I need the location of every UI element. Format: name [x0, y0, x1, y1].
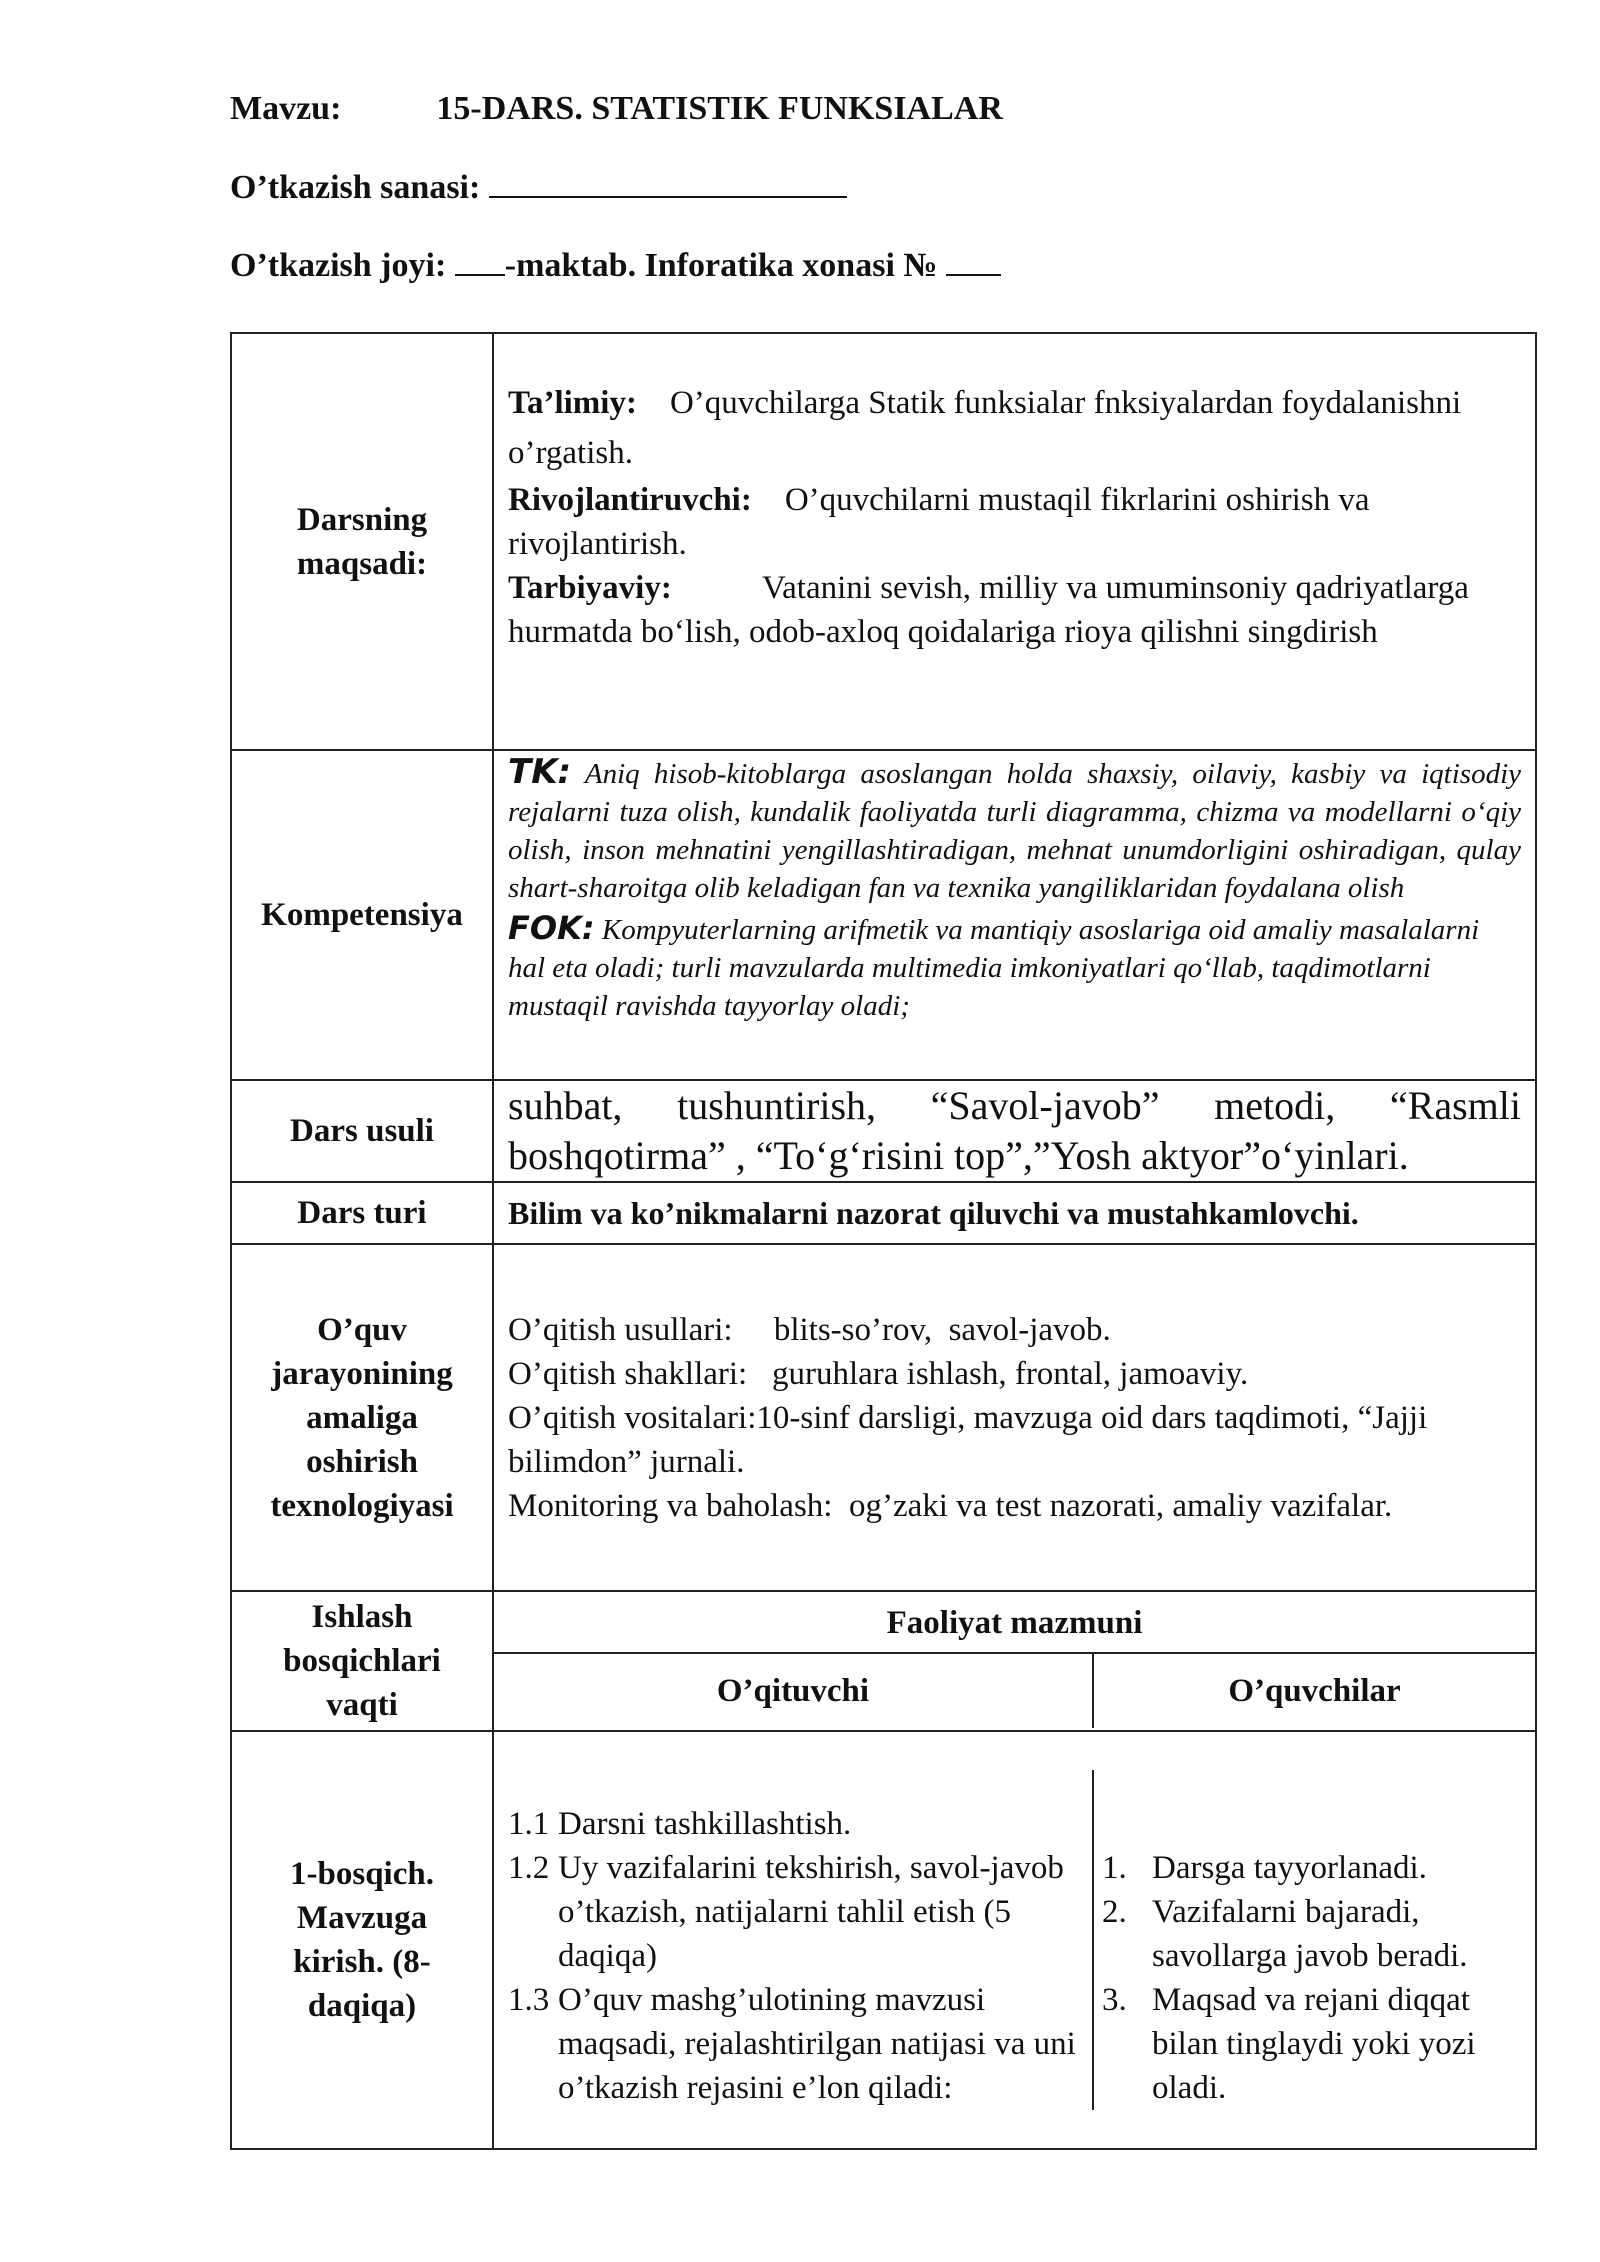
school-number-blank — [455, 246, 505, 276]
competence-row — [231, 750, 1536, 1080]
stage-time-label: Ishlash bosqichlari vaqti — [231, 1591, 493, 1731]
teacher-step-text: Darsni tashkillashtish. — [558, 1806, 852, 1842]
technology-tools: O’qitish vositalari:10-sinf darsligi, mavzuga oid dars taqdimoti, “Jajji bilimdon” jurnali. — [508, 1399, 1428, 1480]
type-label: Dars turi — [231, 1182, 493, 1244]
developmental-label: Rivojlantiruvchi: — [508, 482, 752, 518]
topic-title: 15-DARS. STATISTIK FUNKSIALAR — [436, 90, 1003, 127]
place-line — [230, 246, 1001, 285]
method-line-2: boshqotirma” , “To‘g‘risini top”,”Yosh aktyor”o‘yinlari. — [508, 1133, 1409, 1178]
method-line-1: suhbat, tushuntirish, “Savol-javob” metodi, “Rasmli — [508, 1083, 1521, 1128]
student-step-item — [1102, 1846, 1521, 1890]
topic-label: Mavzu: — [230, 90, 342, 127]
teacher-step-item — [508, 1846, 1082, 1978]
competence-content — [493, 750, 1536, 1080]
stage-1-row — [231, 1731, 1536, 2149]
method-label: Dars usuli — [231, 1080, 493, 1182]
students-column-header: O’quvchilar — [1228, 1672, 1401, 1709]
technology-forms: O’qitish shakllari: guruhlara ishlash, frontal, jamoaviy. — [508, 1355, 1249, 1392]
student-step-number: 3. — [1102, 1982, 1127, 2018]
teacher-column-header: O’qituvchi — [494, 1653, 1093, 1728]
fok-label: FOK: — [508, 909, 595, 947]
activity-header-row — [231, 1591, 1536, 1731]
topic-line — [230, 90, 1003, 128]
teacher-step-text: O’quv mashg’ulotining mavzusi maqsadi, rejalashtirilgan natijasi va uni o’tkazish rejasini e’lon qiladi: — [558, 1982, 1076, 2106]
student-steps — [1102, 1846, 1521, 2110]
upbringing-text: Vatanini sevish, milliy va umuminsoniy qadriyatlarga hurmatda bo‘lish, odob-axloq qoidalariga rioya qilishni singdirish — [508, 570, 1469, 650]
teacher-step-text: Uy vazifalarini tekshirish, savol-javob o’tkazish, natijalarni tahlil etish (5 daqiqa) — [558, 1850, 1064, 1974]
stage-1-students — [1093, 1770, 1535, 2110]
student-step-text: Vazifalarni bajaradi, savollarga javob beradi. — [1152, 1894, 1468, 1974]
technology-row — [231, 1244, 1536, 1591]
upbringing-label: Tarbiyaviy: — [508, 570, 672, 606]
type-text: Bilim va ko’nikmalarni nazorat qiluvchi va mustahkamlovchi. — [493, 1182, 1536, 1244]
place-label: O’tkazish joyi: — [230, 247, 447, 284]
method-content — [493, 1080, 1536, 1182]
technology-monitoring: Monitoring va baholash: og’zaki va test nazorati, amaliy vazifalar. — [508, 1487, 1393, 1524]
stage-1-table — [494, 1770, 1535, 2110]
room-number-blank — [946, 246, 1001, 276]
activity-header — [493, 1591, 1536, 1731]
student-step-number: 1. — [1102, 1850, 1127, 1886]
place-text: -maktab. Inforatika xonasi № — [504, 247, 938, 284]
goal-label: Darsning maqsadi: — [231, 333, 493, 750]
developmental-goal — [508, 478, 1521, 566]
stage-1-label: 1-bosqich. Mavzuga kirish. (8-daqiqa) — [231, 1731, 493, 2149]
teacher-step-item — [508, 1978, 1082, 2110]
date-blank — [489, 168, 847, 198]
student-step-item — [1102, 1890, 1521, 1978]
student-step-text: Maqsad va rejani diqqat bilan tinglaydi yoki yozi oladi. — [1152, 1982, 1476, 2106]
student-step-number: 2. — [1102, 1894, 1127, 1930]
goal-content — [493, 333, 1536, 750]
goal-row — [231, 333, 1536, 750]
tk-label: TK: — [508, 752, 572, 792]
activity-header-table — [494, 1594, 1535, 1728]
teacher-steps — [508, 1802, 1082, 2110]
fok-block — [508, 909, 1521, 1025]
tk-text: Aniq hisob-kitoblarga asoslangan holda shaxsiy, oilaviy, kasbiy va iqtisodiy rejalarni tuza olish, kundalik faoliyatda turli diagramma, chizma va modellarni o‘qiy olish, inson mehnatini yengillashtiradigan, mehnat unumdorligini oshiradigan, qulay shart-sharoitga olib keladigan fan va texnika yangiliklaridan foydalana olish — [508, 758, 1521, 904]
educational-text: O’quvchilarga Statik funksialar fnksiyalardan foydalanishni o’rgatish. — [508, 385, 1462, 471]
teacher-step-number: 1.3 — [508, 1982, 550, 2018]
date-label: O’tkazish sanasi: — [230, 169, 481, 206]
upbringing-goal — [508, 566, 1521, 654]
teacher-step-number: 1.2 — [508, 1850, 550, 1886]
student-step-text: Darsga tayyorlanadi. — [1152, 1850, 1427, 1886]
lesson-plan-table — [230, 332, 1537, 2150]
educational-label: Ta’limiy: — [508, 385, 637, 421]
student-step-item — [1102, 1978, 1521, 2110]
type-row — [231, 1182, 1536, 1244]
developmental-text: O’quvchilarni mustaqil fikrlarini oshirish va rivojlantirish. — [508, 482, 1370, 562]
technology-methods: O’qitish usullari: blits-so’rov, savol-javob. — [508, 1311, 1111, 1348]
stage-1-content — [493, 1731, 1536, 2149]
teacher-step-item — [508, 1802, 1082, 1846]
teacher-step-number: 1.1 — [508, 1806, 550, 1842]
date-line — [230, 168, 847, 207]
competence-label: Kompetensiya — [231, 750, 493, 1080]
technology-content — [493, 1244, 1536, 1591]
activity-content-title: Faoliyat mazmuni — [494, 1594, 1535, 1653]
technology-label: O’quv jarayonining amaliga oshirish texnologiyasi — [231, 1244, 493, 1591]
method-row — [231, 1080, 1536, 1182]
educational-goal — [508, 378, 1521, 478]
fok-text: Kompyuterlarning arifmetik va mantiqiy asoslariga oid amaliy masalalarni hal eta oladi; turli mavzularda multimedia imkoniyatlari qo‘llab, taqdimotlarni mustaqil ravishda tayyorlay oladi; — [508, 914, 1480, 1022]
stage-1-teacher — [494, 1770, 1093, 2110]
tk-block — [508, 753, 1521, 907]
